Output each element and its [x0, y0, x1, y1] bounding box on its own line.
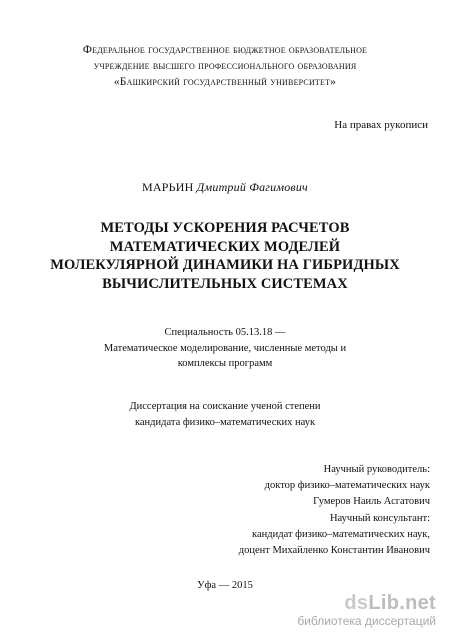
- institution-line: «Башкирский государственный университет»: [113, 76, 337, 88]
- author-surname: МАРЬИН: [142, 180, 194, 194]
- dslib-logo: [344, 592, 436, 615]
- advisor-line: Гумеров Наиль Асгатович: [313, 496, 430, 508]
- specialty-block: [0, 325, 450, 372]
- title-line: МЕТОДЫ УСКОРЕНИЯ РАСЧЕТОВ: [100, 220, 350, 236]
- advisor-line: кандидат физико–математических наук,: [252, 528, 430, 540]
- logo-prefix: ds: [344, 592, 369, 614]
- institution-line: учреждение высшего профессионального образования: [93, 60, 357, 72]
- logo-suffix: Lib.net: [368, 592, 436, 614]
- degree-line: кандидата физико–математических наук: [134, 416, 316, 428]
- degree-block: [0, 399, 450, 430]
- dissertation-title: [0, 219, 450, 293]
- title-line: МАТЕМАТИЧЕСКИХ МОДЕЛЕЙ: [109, 238, 341, 255]
- advisor-line: доцент Михайленко Константин Иванович: [238, 545, 430, 557]
- title-line: МОЛЕКУЛЯРНОЙ ДИНАМИКИ НА ГИБРИДНЫХ: [50, 257, 400, 273]
- institution-header: [0, 42, 450, 90]
- manuscript-note: На правах рукописи: [334, 119, 428, 131]
- institution-line: Федеральное государственное бюджетное образовательное: [82, 44, 368, 56]
- author-name: [0, 179, 450, 195]
- advisor-line: доктор физико–математических наук: [264, 480, 430, 492]
- author-given-names: Дмитрий Фагимович: [196, 180, 308, 194]
- advisor-line: Научный консультант:: [329, 512, 430, 524]
- dslib-watermark: [252, 592, 442, 634]
- city-year: Уфа — 2015: [197, 580, 253, 591]
- advisors-block: [239, 462, 430, 559]
- degree-line: Диссертация на соискание ученой степени: [129, 401, 321, 412]
- title-line: ВЫЧИСЛИТЕЛЬНЫХ СИСТЕМАХ: [102, 275, 348, 292]
- advisor-line: Научный руководитель:: [323, 464, 430, 475]
- specialty-line: Математическое моделирование, численные методы и: [103, 342, 347, 354]
- specialty-line: комплексы программ: [177, 358, 273, 369]
- watermark-subtitle: библиотека диссертаций: [297, 614, 436, 628]
- specialty-line: Специальность 05.13.18 —: [164, 327, 286, 338]
